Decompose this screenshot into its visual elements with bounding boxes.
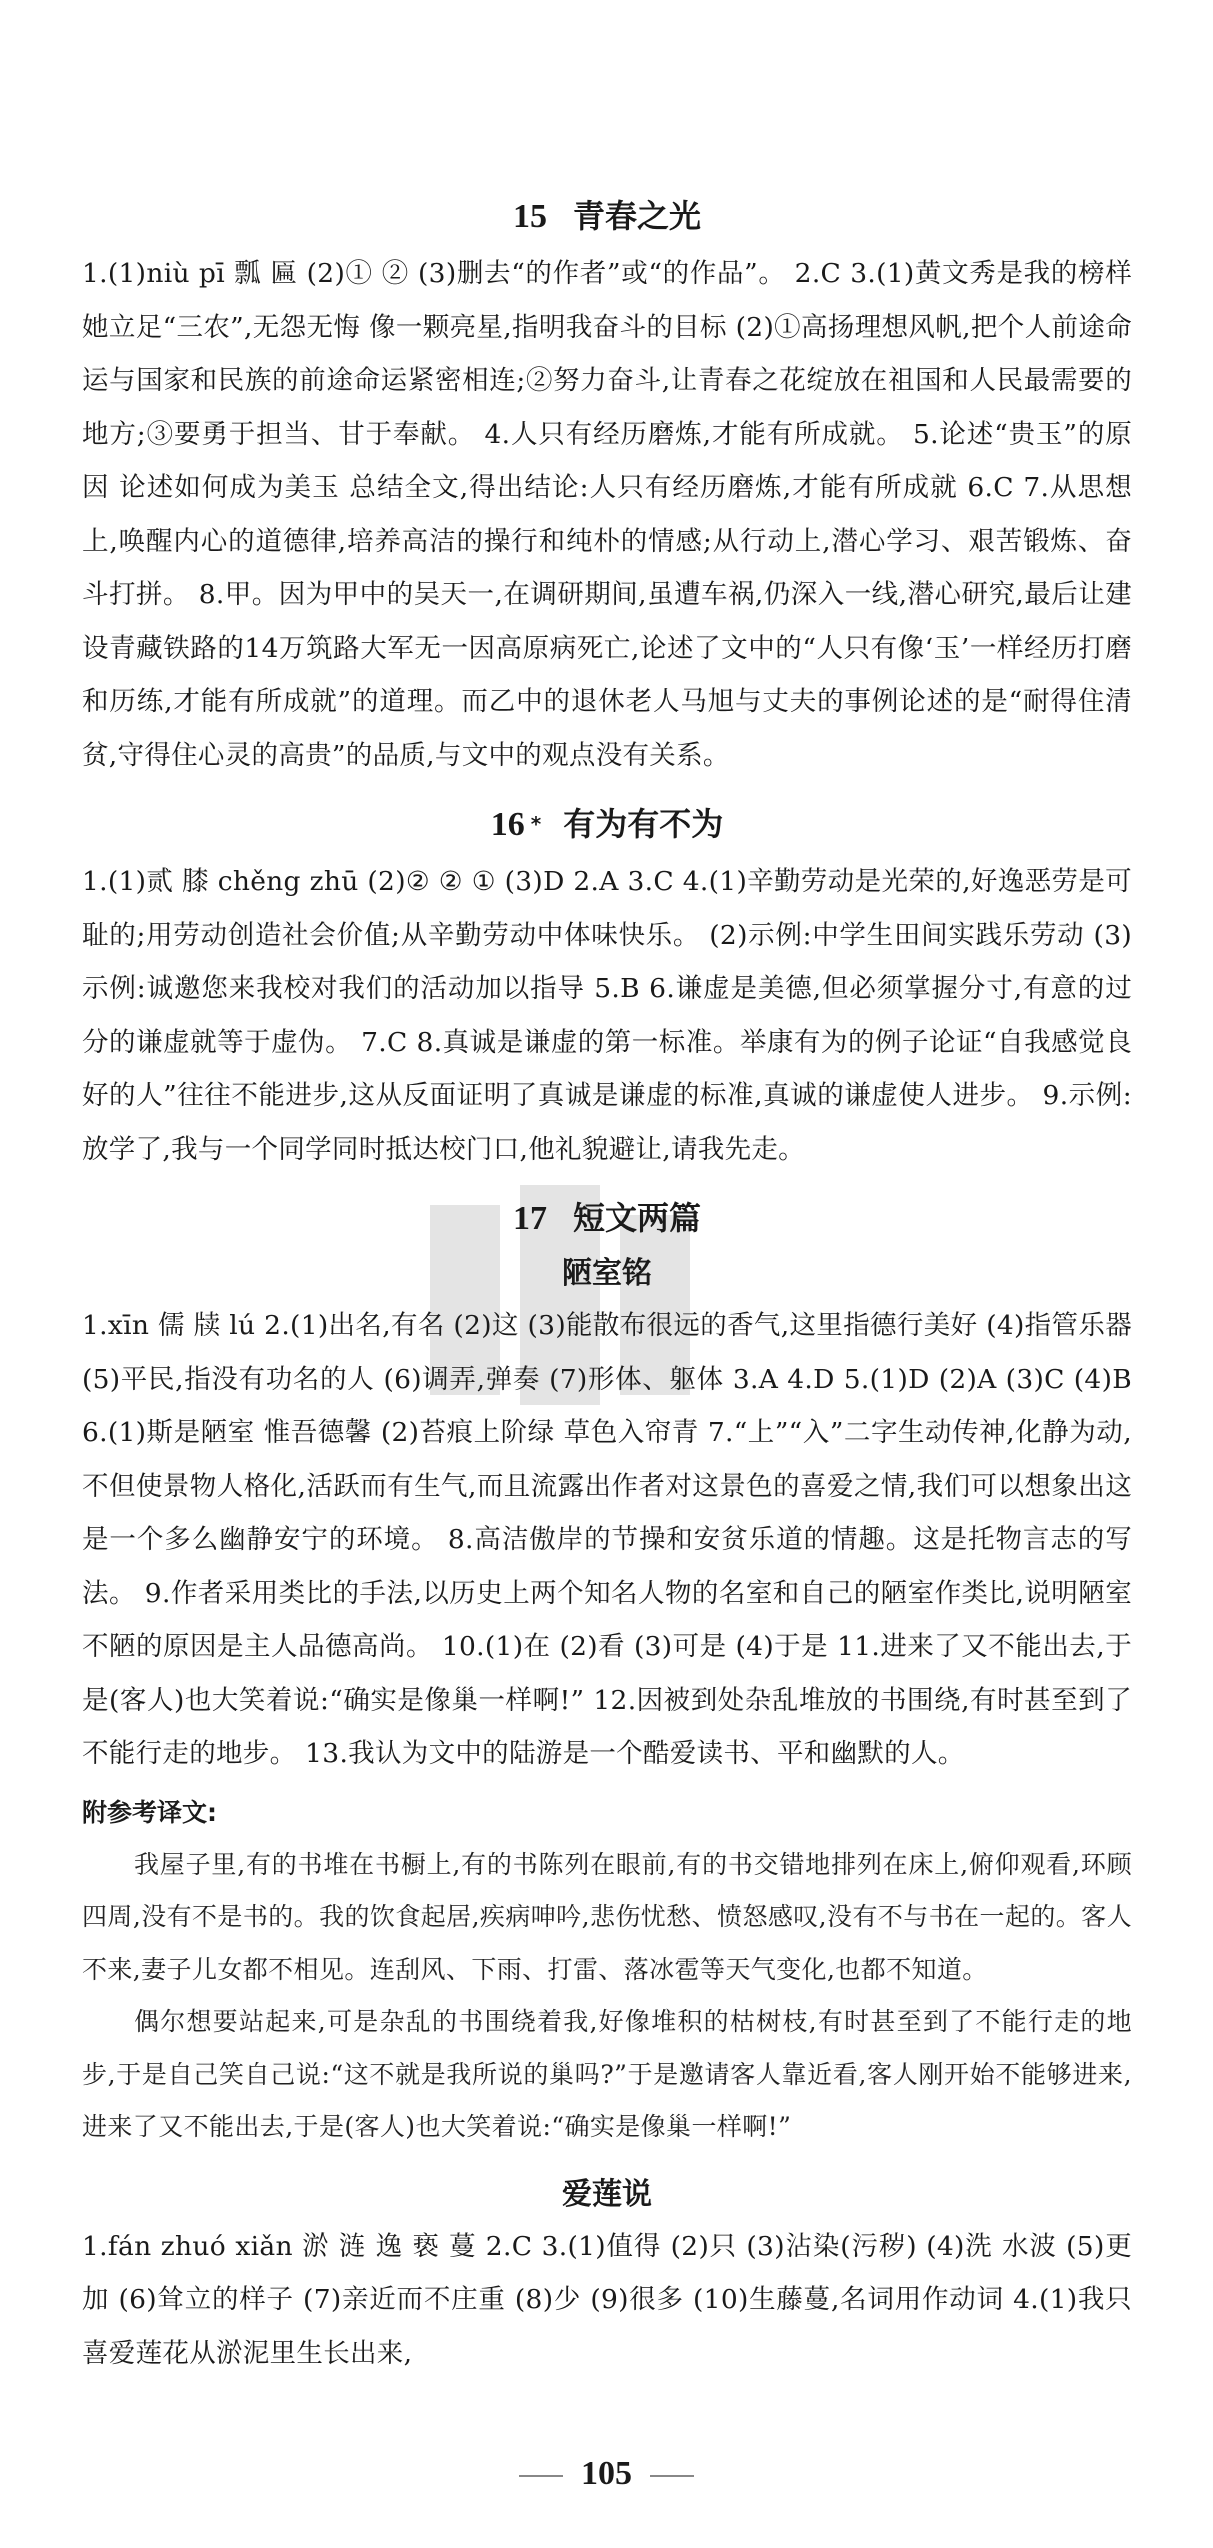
page-number [0, 2455, 1213, 2493]
ailianshuo-answers: 1.fán zhuó xiǎn 淤 涟 逸 亵 蔓 2.C 3.(1)值得 (2)只 (3)沾染(污秽) (4)洗 水波 (5)更加 (6)耸立的样子 (7)亲近而不庄重 (8)少 (9)很多 (10)生藤蔓,名词用作动词 4.(1)我只喜爱莲花从淤泥里生长出来, [82, 2230, 1132, 2369]
subsection-title-loushiming: 陋室铭 [562, 1256, 652, 1291]
section-heading: 短文两篇 [572, 1199, 701, 1237]
section-number: 16 [490, 806, 525, 843]
section-number: 15 [512, 198, 547, 235]
page-number-value: 105 [581, 2455, 632, 2492]
translation-paragraph: 我屋子里,有的书堆在书橱上,有的书陈列在眼前,有的书交错地排列在床上,俯仰观看,环顾四周,没有不是书的。我的饮食起居,疾病呻吟,悲伤忧愁、愤怒感叹,没有不与书在一起的。客人不来,妻子儿女都不相见。连刮风、下雨、打雷、落冰雹等天气变化,也都不知道。 [82, 1849, 1132, 1984]
section-15-title [82, 190, 1132, 243]
translation-paragraph: 偶尔想要站起来,可是杂乱的书围绕着我,好像堆积的枯树枝,有时甚至到了不能行走的地步,于是自己笑自己说:“这不就是我所说的巢吗?”于是邀请客人靠近看,客人刚开始不能够进来,进来了又不能出去,于是(客人)也大笑着说:“确实是像巢一样啊!” [82, 2007, 1132, 2141]
section-16-title [82, 798, 1132, 851]
section-heading: 有为有不为 [563, 805, 724, 843]
section-17-answers: 1.xīn 儒 牍 lú 2.(1)出名,有名 (2)这 (3)能散布很远的香气,这里指德行美好 (4)指管乐器 (5)平民,指没有功名的人 (6)调弄,弹奏 (7)形体、躯体 3.A 4.D 5.(1)D (2)A (3)C (4)B 6.(1)斯是陋室 惟吾德馨 (2)苔痕上阶绿 草色入帘青 7.“上”“入”二字生动传神,化静为动,不但使景物人格化,活跃而有生气,而且流露出作者对这景色的喜爱之情,我们可以想象出这是一个多么幽静安宁的环境。 8.高洁傲岸的节操和安贫乐道的情趣。这是托物言志的写法。 9.作者采用类比的手法,以历史上两个知名人物的名室和自己的陋室作类比,说明陋室不陋的原因是主人品德高尚。 10.(1)在 (2)看 (3)可是 (4)于是 11.进来了又不能出去,于是(客人)也大笑着说:“确实是像巢一样啊!” 12.因被到处杂乱堆放的书围绕,有时甚至到了不能行走的地步。 13.我认为文中的陆游是一个酷爱读书、平和幽默的人。 [82, 1310, 1132, 1769]
section-heading: 青春之光 [572, 197, 701, 235]
section-15-answers: 1.(1)niù pī 瓢 匾 (2)① ② (3)删去“的作者”或“的作品”。 2.C 3.(1)黄文秀是我的榜样 她立足“三农”,无怨无悔 像一颗亮星,指明我奋斗的目标 (2)①高扬理想风帆,把个人前途命运与国家和民族的前途命运紧密相连;②努力奋斗,让青春之花绽放在祖国和人民最需要的地方;③要勇于担当、甘于奉献。 4.人只有经历磨炼,才能有所成就。 5.论述“贵玉”的原因 论述如何成为美玉 总结全文,得出结论:人只有经历磨炼,才能有所成就 6.C 7.从思想上,唤醒内心的道德律,培养高洁的操行和纯朴的情感;从行动上,潜心学习、艰苦锻炼、奋斗打拼。 8.甲。因为甲中的吴天一,在调研期间,虽遭车祸,仍深入一线,潜心研究,最后让建设青藏铁路的14万筑路大军无一因高原病死亡,论述了文中的“人只有像‘玉’一样经历打磨和历练,才能有所成就”的道理。而乙中的退休老人马旭与丈夫的事例论述的是“耐得住清贫,守得住心灵的高贵”的品质,与文中的观点没有关系。 [82, 258, 1132, 771]
section-16-answers: 1.(1)贰 膝 chěng zhū (2)② ② ① (3)D 2.A 3.C 4.(1)辛勤劳动是光荣的,好逸恶劳是可耻的;用劳动创造社会价值;从辛勤劳动中体味快乐。 (2)示例:中学生田间实践乐劳动 (3)示例:诚邀您来我校对我们的活动加以指导 5.B 6.谦虚是美德,但必须掌握分寸,有意的过分的谦虚就等于虚伪。 7.C 8.真诚是谦虚的第一标准。举康有为的例子论证“自我感觉良好的人”往往不能进步,这从反面证明了真诚是谦虚的标准,真诚的谦虚使人进步。 9.示例:放学了,我与一个同学同时抵达校门口,他礼貌避让,请我先走。 [82, 866, 1132, 1165]
section-number: 17 [512, 1200, 547, 1237]
subsection-title-ailianshuo: 爱莲说 [562, 2176, 652, 2212]
page-number-dash [519, 2475, 563, 2477]
page-number-dash [650, 2475, 694, 2477]
answer-content [82, 190, 1132, 2380]
reference-translation-label: 附参考译文: [82, 1797, 217, 1827]
optional-mark: * [530, 812, 542, 836]
section-17-title [82, 1192, 1132, 1245]
